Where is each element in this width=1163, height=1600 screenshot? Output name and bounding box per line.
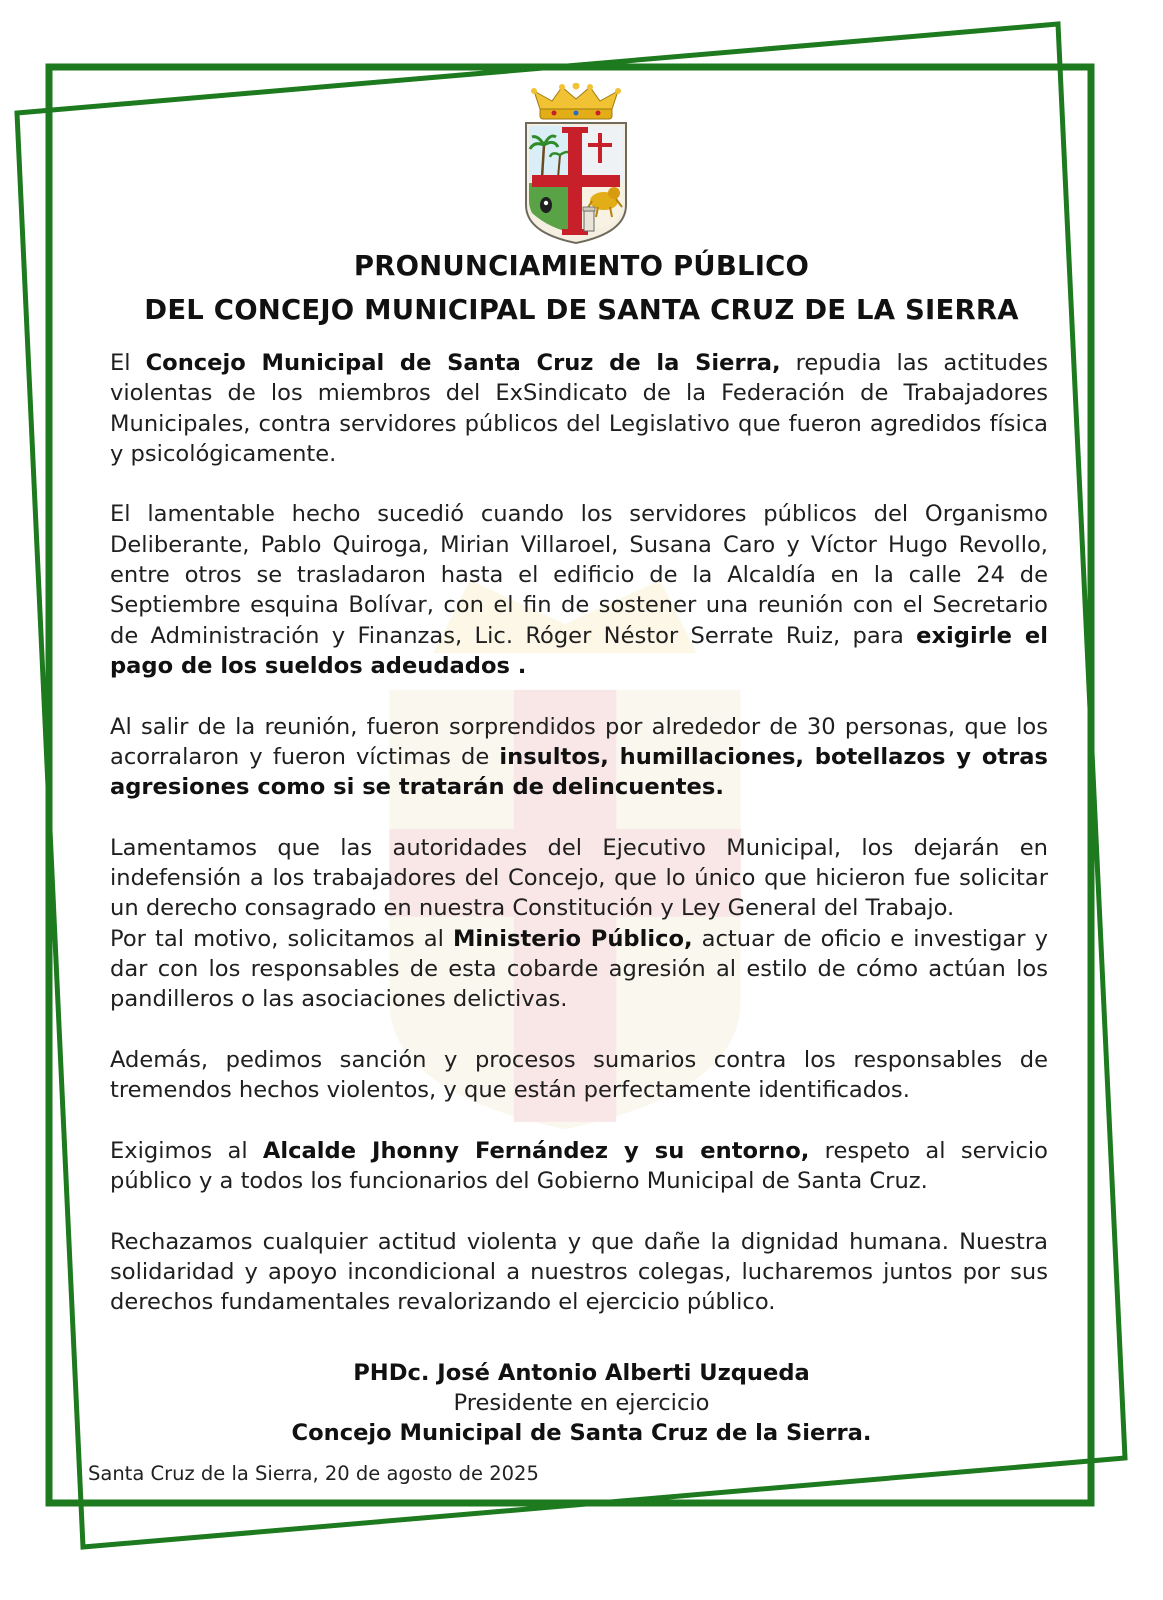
- paragraph-5: Por tal motivo, solicitamos al Ministerio Público, actuar de oficio e investigar y dar con los responsables de esta cobarde agresión al estilo de cómo actúan los pandilleros o las asociaciones delictivas.: [110, 925, 1048, 1013]
- page-title: PRONUNCIAMIENTO PÚBLICO: [353, 250, 810, 282]
- paragraph-2: El lamentable hecho sucedió cuando los servidores públicos del Organismo Deliberante, Pablo Quiroga, Mirian Villaroel, Susana Caro y Víctor Hugo Revollo, entre otros se trasladaron hasta el edificio de la Alcaldía en la calle 24 de Septiembre esquina Bolívar, con el fin de sostener una reunión con el Secretario de Administración y Finanzas, Lic. Róger Néstor Serrate Ruiz, para exigirle el pago de los sueldos adeudados .: [110, 501, 1048, 679]
- page-subtitle: DEL CONCEJO MUNICIPAL DE SANTA CRUZ DE LA SIERRA: [144, 294, 1019, 326]
- signature-block: [60, 1358, 1103, 1448]
- paragraph-3: Al salir de la reunión, fueron sorprendidos por alrededor de 30 personas, que los acorralaron y fueron víctimas de insultos, humillaciones, botellazos y otras agresiones como si se tratarán de delincuentes.: [110, 713, 1048, 801]
- paragraph-4: Lamentamos que las autoridades del Ejecutivo Municipal, los dejarán en indefensión a los trabajadores del Concejo, que lo único que hicieron fue solicitar un derecho consagrado en nuestra Constitución y Ley General del Trabajo.: [110, 834, 1048, 922]
- crown-icon: [531, 83, 621, 119]
- document-date: Santa Cruz de la Sierra, 20 de agosto de 2025: [88, 1462, 539, 1485]
- statement-body: [110, 348, 1048, 1318]
- paragraph-1: El Concejo Municipal de Santa Cruz de la Sierra, repudia las actitudes violentas de los miembros del ExSindicato de la Federación de Trabajadores Municipales, contra servidores públicos del Legislativo que fueron agredidos física y psicológicamente.: [110, 350, 1048, 467]
- signer-role: Presidente en ejercicio: [453, 1390, 710, 1416]
- paragraph-7: Exigimos al Alcalde Jhonny Fernández y su entorno, respeto al servicio público y a todos los funcionarios del Gobierno Municipal de Santa Cruz.: [110, 1137, 1048, 1195]
- signer-name: PHDc. José Antonio Alberti Uzqueda: [353, 1360, 810, 1386]
- signer-organization: Concejo Municipal de Santa Cruz de la Sierra.: [291, 1420, 872, 1446]
- paragraph-6: Además, pedimos sanción y procesos sumarios contra los responsables de tremendos hechos violentos, y que están perfectamente identificados.: [110, 1046, 1048, 1104]
- paragraph-8: Rechazamos cualquier actitud violenta y que dañe la dignidad humana. Nuestra solidaridad y apoyo incondicional a nuestros colegas, lucharemos juntos por sus derechos fundamentales revalorizando el ejercicio público.: [110, 1228, 1048, 1316]
- coat-of-arms-icon: [520, 83, 632, 245]
